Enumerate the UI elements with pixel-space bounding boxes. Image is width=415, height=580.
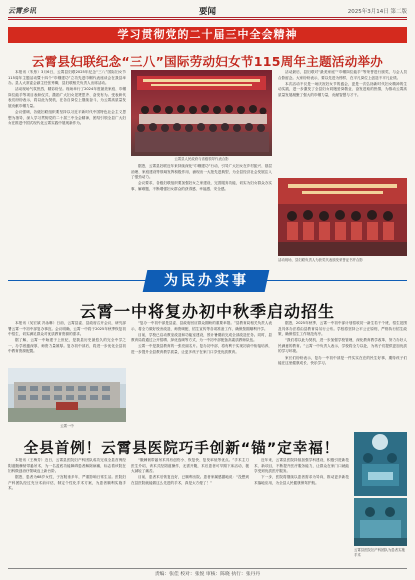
- paragraph: 近年来，云霄县医院持续加强学科建设，积极引进新技术、新项目，不断提升医疗服务能力，让群众在家门口就能享受到优质医疗服务。: [254, 458, 349, 474]
- school-photo-image: [8, 368, 126, 422]
- article3-photo-surgery-2: [354, 498, 407, 546]
- paragraph: 本报讯（吴宏斌 冯泳琳）日前，云霄县委、县政府召开会议，研究部署云霄一中初中部复办事宜。会议明确，云霄一中将于2025年秋季恢复初中招生，切实满足群众对优质教育资源的需求。: [8, 321, 126, 337]
- article3-headline: 全县首例！云霄县医院巧手创新“锚”定幸福！: [23, 441, 340, 457]
- paper-name: 云霄乡讯: [8, 6, 36, 15]
- paragraph: 据悉，患者为68岁女性，子宫脱垂多年，严重影响日常生活。医院妇产科团队经过充分术前评估，制定个性化手术方案，为患者顺利实施手术。: [8, 475, 126, 491]
- paragraph: 据悉，云霄县妇联近年来持续深化“巾帼建功”行动，引导广大妇女在乡村振兴、基层治理、家庭建设等领域发挥积极作用，涌现出一大批先进典型，为全县经济社会发展注入了强劲动力。: [131, 164, 272, 180]
- masthead-rule: [8, 17, 407, 18]
- issue-date: 2025年3月14日 第二版: [347, 9, 407, 15]
- section-tag: [143, 270, 270, 292]
- paragraph: 下一步，医院将继续以患者需求为导向，推动更多新技术落地应用，为全县人民健康保驾护航。: [254, 475, 349, 485]
- article3-col1: [8, 458, 126, 564]
- paragraph: 目前，学校已启动教室改造和功能室建设，预计暑期前完成全部改造任务。同时，县教育局将通过公开招聘、择优选调等方式，为一中初中部配备高素质教师队伍。: [131, 332, 272, 343]
- article2-photo-school: [8, 368, 126, 422]
- article1-headline: 云霄县妇联纪念“三八”国际劳动妇女节115周年主题活动举办: [31, 54, 384, 69]
- paragraph: 据了解，云霄一中始建于上世纪，是我县历史最悠久的完全中学之一，办学底蕴深厚，师资力量雄厚。复办初中部后，将进一步优化全县初中教育资源配置。: [8, 338, 126, 354]
- article1-photo-caption: 云霄县人民政府与省级领导代表合影: [174, 157, 229, 161]
- section-tag-label: 为民办实事: [163, 273, 249, 289]
- article1-photo-caption-2: 活动现场，县妇联负责人为获奖代表颁发荣誉证书并合影: [278, 258, 363, 262]
- article2-col3: [278, 321, 407, 429]
- section-title: 要闻: [198, 7, 216, 17]
- paragraph: “我们将以此为契机，进一步加强学校管理，深化教育教学改革，努力办好人民满意的教育。”云霄一中负责人表示，学校将全力以赴，为孩子们提供更加优质的学习环境。: [278, 338, 407, 354]
- article2-col2: [131, 321, 272, 429]
- surgery-team-image: [354, 498, 407, 546]
- paragraph: 会议强调，各级妇联组织要坚持以习近平新时代中国特色社会主义思想为指导，深入学习贯彻党的二十届三中全会精神，团结引领全县广大妇女在推进中国式现代化云霄实践中展现新作为。: [8, 110, 126, 126]
- paragraph: 据悉，2025年秋季，云霄一中初中部计划招收初一新生若干个班，招生范围及具体办法将由县教育局另行公布。学校将坚持公平公正原则，严格执行招生政策，确保招生工作规范有序。: [278, 321, 407, 337]
- paragraph: 目前，患者术后恢复良好，已顺利出院。患者家属感激地说：“没想到在县医院就能做这么先进的手术，真是太方便了！”: [131, 475, 249, 485]
- topic-banner: 学习贯彻党的二十届三中全会精神: [8, 27, 407, 43]
- paragraph: 本次活动不仅是一场庆祝妇女节的盛会，更是一次弘扬新时代妇女精神的生动实践，进一步激发了全县妇女同胞爱岗敬业、奋发进取的热情，为推动云霄高质量发展凝聚了强大的巾帼力量，贡献智慧与才干。: [278, 81, 407, 97]
- article2-col1: [8, 321, 126, 365]
- masthead-rule-thin: [8, 19, 407, 20]
- article1-col1: [8, 70, 126, 264]
- article1-col3: [278, 70, 407, 176]
- article3-col2: [131, 458, 249, 564]
- group-photo-image: [131, 70, 272, 156]
- editor-credits: 责编：张佳 校对：张悦 审核：陈晓 执行：张丹丹: [154, 572, 261, 577]
- article3-col3: [254, 458, 349, 564]
- paragraph: 本报讯（王梅芳）近日，云霄县医院妇产科团队成功完成全县首例经阴道骶棘韧带悬吊术，为一名盆底功能障碍患者解除病痛，标志着该院在妇科微创治疗领域迈上新台阶。: [8, 458, 126, 474]
- paragraph: 云霄一中是我县教育的一张亮丽名片。复办初中部，将有利于实现初高中衔接培养，进一步提升全县教育教学质量，让更多孩子在家门口享受优质教育。: [131, 344, 272, 354]
- paragraph: 活动最后，县妇联对“最美家庭”“巾帼岗位能手”等荣誉进行颁奖，与会人员合影留念。大家纷纷表示，要以先进为榜样，在平凡岗位上创造不平凡业绩。: [278, 70, 407, 80]
- award-photo-image: [278, 178, 407, 256]
- paragraph: 本报讯（朱彤）3月6日，云霄县妇联2025年纪念“三八”国际妇女节115周年主题活动暨十四个“巾帼建功”立功先进巾帼代表座谈会在我县举办。县人大常委会副主任张秀卿，县妇联相关负责人出席活动。: [8, 70, 126, 86]
- paragraph: 家长们纷纷表示，复办一中初中部是一件实实在在的民生好事，期待孩子们能在这里健康成长、快乐学习。: [278, 355, 407, 366]
- paragraph: 会议要求，各级妇联组织要加强妇女之家建设，完善服务功能，切实为妇女群众办实事、解难题，不断增强妇女群众的获得感、幸福感、安全感。: [131, 181, 272, 191]
- paragraph: “复办一中初中部是县委、县政府回应群众期盼的重要举措。”县教育局相关负责人表示，将全力做好校舍改造、师资调配、招生宣传等各项准备工作，确保按期顺利开学。: [131, 321, 272, 331]
- footer-rule: [8, 568, 407, 569]
- article2-photo-caption: 云霄一中: [60, 424, 74, 428]
- surgery-photo-image: [354, 432, 407, 496]
- article2-headline: 云霄一中将复办初中秋季启动招生: [79, 302, 335, 321]
- article1-photo-group: [131, 70, 272, 156]
- masthead: [8, 5, 407, 17]
- paragraph: 活动现场气氛热烈，精彩纷呈。现场举行了2024年度最美家庭、巾帼岗位能手等项目表彰仪式，激励广大妇女见贤思齐、奋发有为。受表彰代表们纷纷表示，将以此为契机，在各自岗位上继续奋斗，为云霄高质量发展贡献巾帼力量。: [8, 87, 126, 109]
- article3-photo-caption: 云霄县医院妇产科团队为患者实施手术: [354, 548, 405, 557]
- paragraph: “骶棘韧带悬吊术具有创伤小、恢复快、复发率低等优点。”手术主刀医生介绍，该术式经阴道操作，无需开腹，术后患者可早期下床活动，极大减轻了痛苦。: [131, 458, 249, 474]
- article1-photo-award: [278, 178, 407, 256]
- article3-photo-surgery-1: [354, 432, 407, 496]
- article1-col2: [131, 164, 272, 264]
